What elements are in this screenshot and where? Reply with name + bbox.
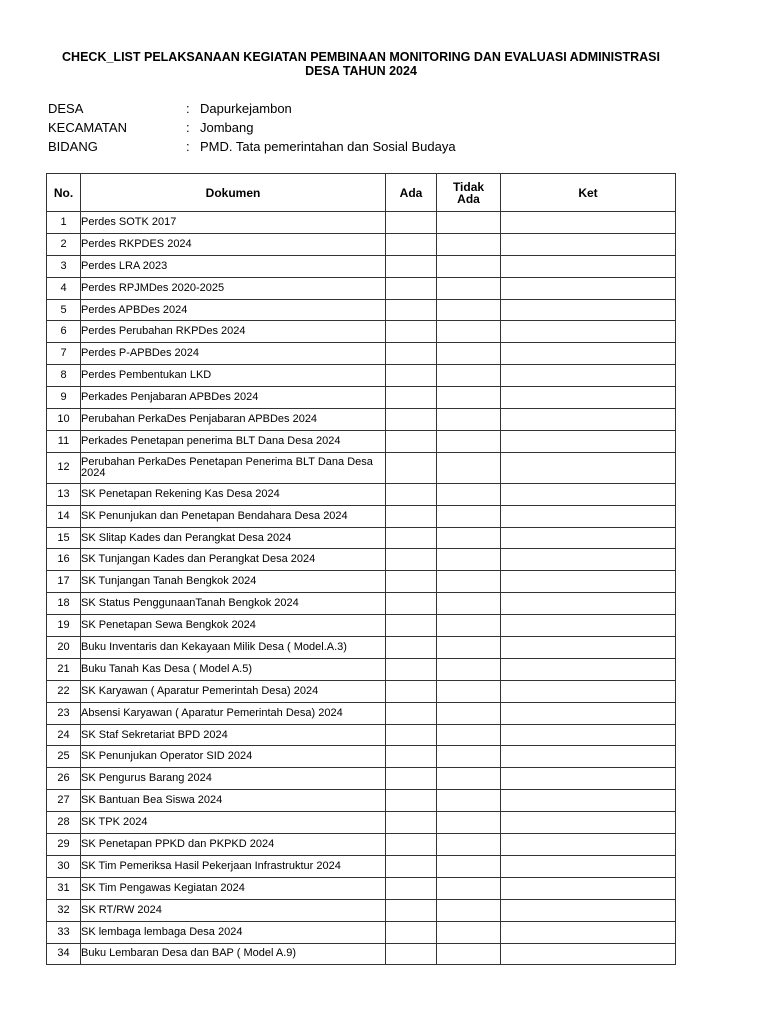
table-row xyxy=(47,277,676,299)
cell-no: 14 xyxy=(47,505,81,527)
cell-no: 12 xyxy=(47,452,81,483)
cell-ket xyxy=(501,343,676,365)
cell-tidak-ada xyxy=(437,483,501,505)
cell-tidak-ada xyxy=(437,746,501,768)
cell-ada xyxy=(386,855,437,877)
cell-no: 3 xyxy=(47,255,81,277)
cell-ada xyxy=(386,483,437,505)
cell-tidak-ada xyxy=(437,233,501,255)
cell-ket xyxy=(501,430,676,452)
cell-no: 7 xyxy=(47,343,81,365)
cell-dokumen: Perdes LRA 2023 xyxy=(81,255,386,277)
title-line-1: CHECK_LIST PELAKSANAAN KEGIATAN PEMBINAAN MONITORING DAN EVALUASI ADMINISTRASI xyxy=(62,50,660,64)
cell-tidak-ada xyxy=(437,505,501,527)
cell-ket xyxy=(501,637,676,659)
cell-ada xyxy=(386,834,437,856)
table-row xyxy=(47,877,676,899)
cell-dokumen: SK Penetapan PPKD dan PKPKD 2024 xyxy=(81,834,386,856)
cell-tidak-ada xyxy=(437,702,501,724)
cell-tidak-ada xyxy=(437,615,501,637)
meta-row-kecamatan xyxy=(48,118,456,137)
table-row xyxy=(47,409,676,431)
cell-ket xyxy=(501,387,676,409)
cell-ada xyxy=(386,790,437,812)
cell-ada xyxy=(386,277,437,299)
table-row xyxy=(47,680,676,702)
cell-tidak-ada xyxy=(437,409,501,431)
meta-colon: : xyxy=(186,120,190,135)
cell-dokumen: SK Tim Pengawas Kegiatan 2024 xyxy=(81,877,386,899)
cell-ket xyxy=(501,277,676,299)
cell-ket xyxy=(501,680,676,702)
cell-no: 24 xyxy=(47,724,81,746)
table-row xyxy=(47,768,676,790)
meta-label: DESA xyxy=(48,101,84,116)
cell-tidak-ada xyxy=(437,212,501,234)
cell-no: 8 xyxy=(47,365,81,387)
table-row xyxy=(47,571,676,593)
cell-no: 29 xyxy=(47,834,81,856)
cell-tidak-ada xyxy=(437,855,501,877)
cell-ket xyxy=(501,834,676,856)
meta-label: KECAMATAN xyxy=(48,120,127,135)
table-row xyxy=(47,212,676,234)
cell-dokumen: Perdes RKPDES 2024 xyxy=(81,233,386,255)
cell-ada xyxy=(386,746,437,768)
cell-dokumen: Perubahan PerkaDes Penetapan Penerima BLT Dana Desa 2024 xyxy=(81,452,386,483)
meta-row-bidang xyxy=(48,137,456,156)
meta-row-desa xyxy=(48,99,456,118)
cell-dokumen: SK Pengurus Barang 2024 xyxy=(81,768,386,790)
meta-colon: : xyxy=(186,139,190,154)
cell-ada xyxy=(386,658,437,680)
cell-ket xyxy=(501,658,676,680)
cell-ada xyxy=(386,505,437,527)
cell-ada xyxy=(386,365,437,387)
cell-no: 1 xyxy=(47,212,81,234)
cell-tidak-ada xyxy=(437,571,501,593)
cell-dokumen: Perdes Pembentukan LKD xyxy=(81,365,386,387)
cell-tidak-ada xyxy=(437,680,501,702)
cell-ada xyxy=(386,255,437,277)
cell-ada xyxy=(386,615,437,637)
cell-tidak-ada xyxy=(437,593,501,615)
cell-no: 2 xyxy=(47,233,81,255)
document-meta xyxy=(48,99,456,156)
cell-ada xyxy=(386,321,437,343)
cell-ket xyxy=(501,452,676,483)
table-row xyxy=(47,790,676,812)
cell-ada xyxy=(386,430,437,452)
cell-tidak-ada xyxy=(437,255,501,277)
header-no: No. xyxy=(47,174,81,212)
cell-no: 4 xyxy=(47,277,81,299)
cell-ada xyxy=(386,452,437,483)
cell-no: 21 xyxy=(47,658,81,680)
cell-tidak-ada xyxy=(437,430,501,452)
cell-no: 19 xyxy=(47,615,81,637)
cell-ada xyxy=(386,593,437,615)
cell-dokumen: SK Penunjukan dan Penetapan Bendahara Desa 2024 xyxy=(81,505,386,527)
cell-dokumen: SK Tunjangan Kades dan Perangkat Desa 2024 xyxy=(81,549,386,571)
cell-tidak-ada xyxy=(437,877,501,899)
cell-dokumen: Buku Lembaran Desa dan BAP ( Model A.9) xyxy=(81,943,386,965)
cell-tidak-ada xyxy=(437,527,501,549)
cell-ket xyxy=(501,877,676,899)
table-row xyxy=(47,387,676,409)
cell-ada xyxy=(386,409,437,431)
cell-dokumen: SK Bantuan Bea Siswa 2024 xyxy=(81,790,386,812)
cell-ket xyxy=(501,233,676,255)
table-row xyxy=(47,430,676,452)
cell-tidak-ada xyxy=(437,549,501,571)
cell-tidak-ada xyxy=(437,790,501,812)
cell-ket xyxy=(501,549,676,571)
cell-ket xyxy=(501,571,676,593)
title-line-2: DESA TAHUN 2024 xyxy=(305,64,417,78)
cell-no: 13 xyxy=(47,483,81,505)
cell-ket xyxy=(501,299,676,321)
cell-dokumen: SK Penetapan Sewa Bengkok 2024 xyxy=(81,615,386,637)
cell-ada xyxy=(386,724,437,746)
cell-dokumen: SK Penetapan Rekening Kas Desa 2024 xyxy=(81,483,386,505)
cell-tidak-ada xyxy=(437,921,501,943)
cell-ada xyxy=(386,943,437,965)
checklist-table xyxy=(46,173,676,965)
cell-dokumen: SK Tunjangan Tanah Bengkok 2024 xyxy=(81,571,386,593)
cell-ada xyxy=(386,637,437,659)
cell-tidak-ada xyxy=(437,277,501,299)
cell-tidak-ada xyxy=(437,658,501,680)
cell-no: 9 xyxy=(47,387,81,409)
table-row xyxy=(47,549,676,571)
cell-dokumen: SK Staf Sekretariat BPD 2024 xyxy=(81,724,386,746)
cell-ada xyxy=(386,299,437,321)
cell-no: 22 xyxy=(47,680,81,702)
header-ket: Ket xyxy=(501,174,676,212)
table-row xyxy=(47,233,676,255)
table-row xyxy=(47,658,676,680)
cell-dokumen: Perubahan PerkaDes Penjabaran APBDes 2024 xyxy=(81,409,386,431)
cell-dokumen: Absensi Karyawan ( Aparatur Pemerintah Desa) 2024 xyxy=(81,702,386,724)
cell-no: 16 xyxy=(47,549,81,571)
cell-no: 33 xyxy=(47,921,81,943)
table-row xyxy=(47,724,676,746)
table-row xyxy=(47,452,676,483)
cell-no: 34 xyxy=(47,943,81,965)
cell-dokumen: Buku Inventaris dan Kekayaan Milik Desa ( Model.A.3) xyxy=(81,637,386,659)
cell-ket xyxy=(501,321,676,343)
cell-ada xyxy=(386,768,437,790)
cell-dokumen: SK TPK 2024 xyxy=(81,812,386,834)
header-ada: Ada xyxy=(386,174,437,212)
cell-tidak-ada xyxy=(437,343,501,365)
cell-ket xyxy=(501,943,676,965)
cell-ada xyxy=(386,549,437,571)
table-row xyxy=(47,593,676,615)
cell-tidak-ada xyxy=(437,768,501,790)
cell-ket xyxy=(501,768,676,790)
cell-tidak-ada xyxy=(437,943,501,965)
cell-no: 27 xyxy=(47,790,81,812)
cell-ket xyxy=(501,593,676,615)
cell-dokumen: Perdes SOTK 2017 xyxy=(81,212,386,234)
cell-tidak-ada xyxy=(437,321,501,343)
cell-ada xyxy=(386,877,437,899)
table-row xyxy=(47,702,676,724)
table-row xyxy=(47,899,676,921)
cell-tidak-ada xyxy=(437,899,501,921)
table-header-row xyxy=(47,174,676,212)
cell-ada xyxy=(386,527,437,549)
cell-tidak-ada xyxy=(437,812,501,834)
header-tidak-line-2: Ada xyxy=(457,191,480,206)
cell-no: 6 xyxy=(47,321,81,343)
cell-dokumen: Perdes RPJMDes 2020-2025 xyxy=(81,277,386,299)
table-body xyxy=(47,212,676,965)
cell-dokumen: SK lembaga lembaga Desa 2024 xyxy=(81,921,386,943)
cell-no: 5 xyxy=(47,299,81,321)
table-row xyxy=(47,746,676,768)
header-tidak-ada xyxy=(437,174,501,212)
cell-ket xyxy=(501,746,676,768)
meta-label: BIDANG xyxy=(48,139,98,154)
table-row xyxy=(47,365,676,387)
cell-ada xyxy=(386,702,437,724)
table-row xyxy=(47,834,676,856)
cell-ket xyxy=(501,921,676,943)
cell-ket xyxy=(501,724,676,746)
cell-dokumen: SK Tim Pemeriksa Hasil Pekerjaan Infrastruktur 2024 xyxy=(81,855,386,877)
cell-dokumen: Perkades Penjabaran APBDes 2024 xyxy=(81,387,386,409)
header-tidak-line-1: Tidak xyxy=(452,179,485,194)
cell-no: 17 xyxy=(47,571,81,593)
cell-tidak-ada xyxy=(437,365,501,387)
cell-no: 10 xyxy=(47,409,81,431)
table-row xyxy=(47,855,676,877)
meta-colon: : xyxy=(186,101,190,116)
cell-no: 28 xyxy=(47,812,81,834)
cell-no: 30 xyxy=(47,855,81,877)
cell-ket xyxy=(501,527,676,549)
meta-value: Jombang xyxy=(200,120,254,135)
meta-value: PMD. Tata pemerintahan dan Sosial Budaya xyxy=(200,139,456,154)
cell-dokumen: Buku Tanah Kas Desa ( Model A.5) xyxy=(81,658,386,680)
cell-dokumen: Perdes P-APBDes 2024 xyxy=(81,343,386,365)
cell-no: 31 xyxy=(47,877,81,899)
cell-ket xyxy=(501,483,676,505)
cell-ada xyxy=(386,233,437,255)
cell-dokumen: SK Penunjukan Operator SID 2024 xyxy=(81,746,386,768)
cell-no: 26 xyxy=(47,768,81,790)
cell-no: 23 xyxy=(47,702,81,724)
cell-tidak-ada xyxy=(437,387,501,409)
cell-ket xyxy=(501,702,676,724)
table-row xyxy=(47,321,676,343)
table-row xyxy=(47,637,676,659)
cell-ket xyxy=(501,365,676,387)
meta-value: Dapurkejambon xyxy=(200,101,292,116)
cell-ada xyxy=(386,680,437,702)
cell-no: 15 xyxy=(47,527,81,549)
table-row xyxy=(47,527,676,549)
cell-ada xyxy=(386,571,437,593)
cell-dokumen: SK RT/RW 2024 xyxy=(81,899,386,921)
cell-ket xyxy=(501,615,676,637)
cell-no: 25 xyxy=(47,746,81,768)
header-dokumen: Dokumen xyxy=(81,174,386,212)
table-row xyxy=(47,812,676,834)
cell-ket xyxy=(501,855,676,877)
cell-tidak-ada xyxy=(437,834,501,856)
cell-ket xyxy=(501,212,676,234)
document-title xyxy=(0,50,722,78)
cell-ada xyxy=(386,812,437,834)
cell-dokumen: Perdes APBDes 2024 xyxy=(81,299,386,321)
cell-no: 11 xyxy=(47,430,81,452)
cell-dokumen: SK Status PenggunaanTanah Bengkok 2024 xyxy=(81,593,386,615)
table-row xyxy=(47,943,676,965)
cell-ada xyxy=(386,387,437,409)
cell-ket xyxy=(501,409,676,431)
cell-ada xyxy=(386,921,437,943)
cell-dokumen: SK Karyawan ( Aparatur Pemerintah Desa) 2024 xyxy=(81,680,386,702)
table-row xyxy=(47,505,676,527)
cell-ket xyxy=(501,505,676,527)
table-row xyxy=(47,483,676,505)
cell-ket xyxy=(501,790,676,812)
table-row xyxy=(47,615,676,637)
cell-tidak-ada xyxy=(437,299,501,321)
cell-dokumen: Perdes Perubahan RKPDes 2024 xyxy=(81,321,386,343)
table-row xyxy=(47,343,676,365)
cell-tidak-ada xyxy=(437,724,501,746)
cell-ket xyxy=(501,812,676,834)
cell-no: 18 xyxy=(47,593,81,615)
cell-dokumen: Perkades Penetapan penerima BLT Dana Desa 2024 xyxy=(81,430,386,452)
cell-tidak-ada xyxy=(437,637,501,659)
cell-no: 20 xyxy=(47,637,81,659)
cell-ket xyxy=(501,255,676,277)
table-row xyxy=(47,299,676,321)
cell-ada xyxy=(386,212,437,234)
table-row xyxy=(47,255,676,277)
cell-ket xyxy=(501,899,676,921)
cell-no: 32 xyxy=(47,899,81,921)
cell-ada xyxy=(386,899,437,921)
table-row xyxy=(47,921,676,943)
cell-ada xyxy=(386,343,437,365)
cell-tidak-ada xyxy=(437,452,501,483)
cell-dokumen: SK Slitap Kades dan Perangkat Desa 2024 xyxy=(81,527,386,549)
